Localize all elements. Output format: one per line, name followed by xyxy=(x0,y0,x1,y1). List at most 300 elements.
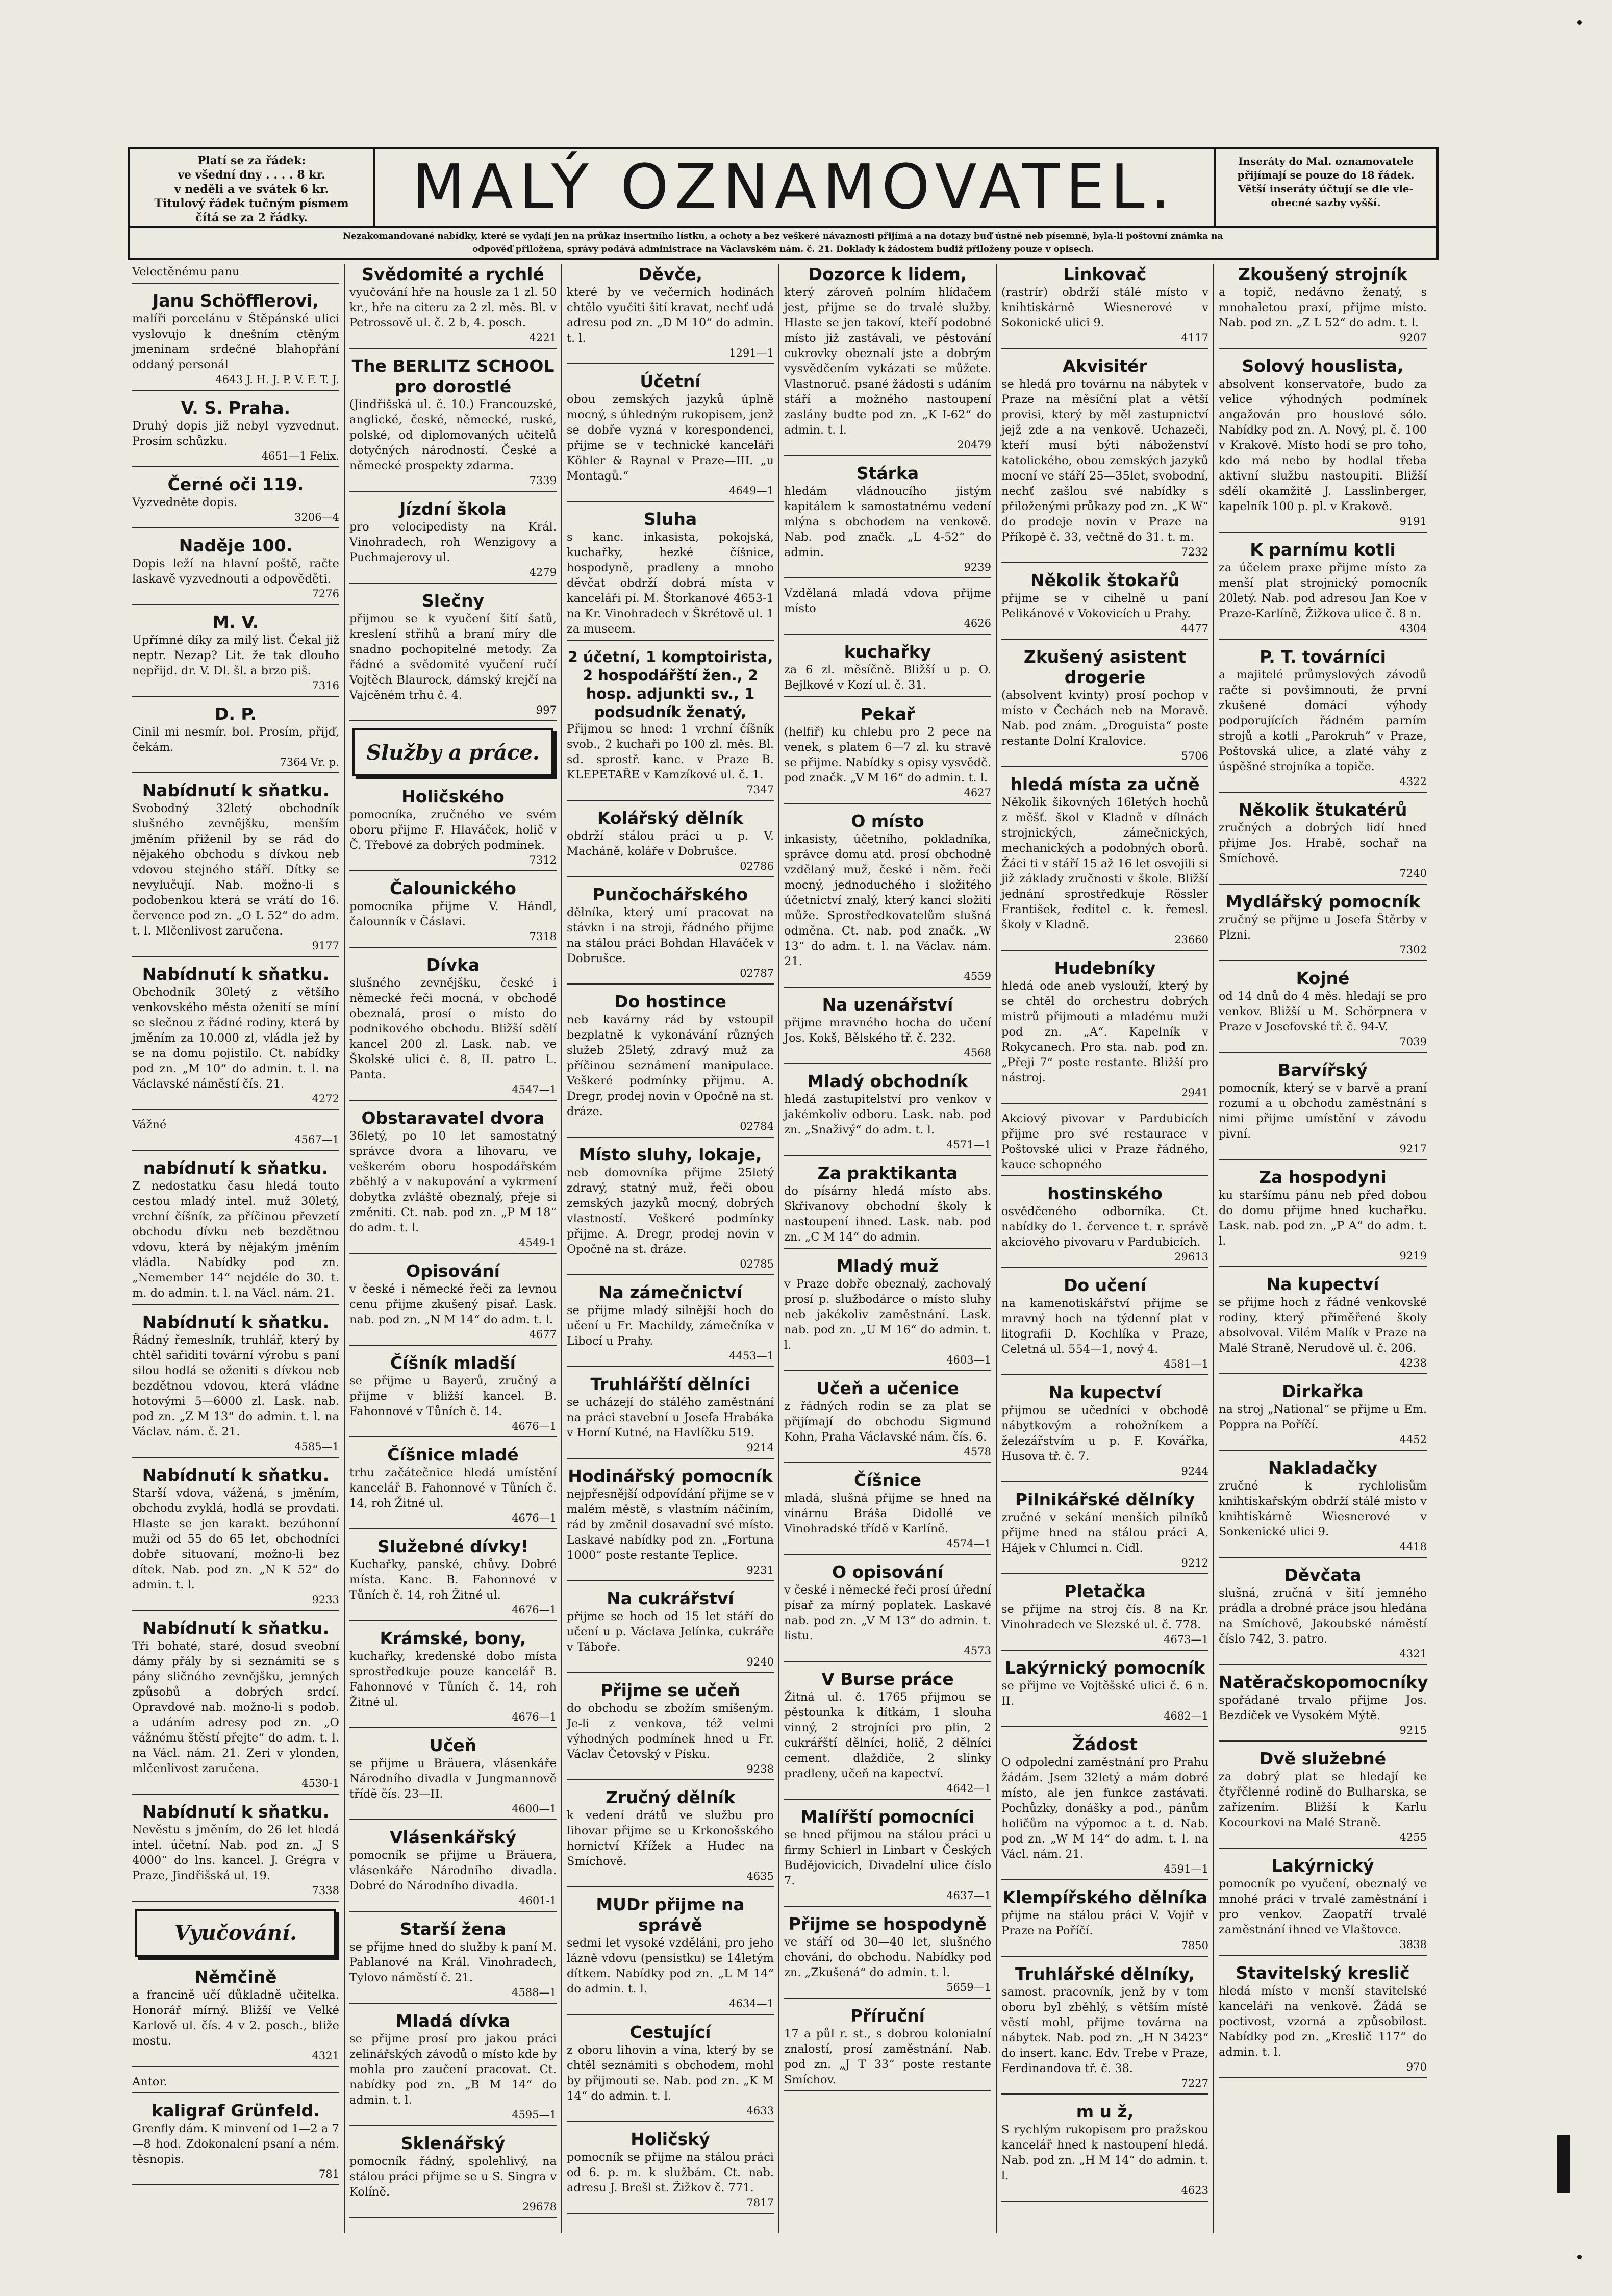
ad-heading: Zkoušený strojník xyxy=(1238,264,1408,284)
ad-text: Dopis leží na hlavní poště, račte laskavě vyzvednouti a odpověděti. xyxy=(132,557,339,586)
ad-heading: Starší žena xyxy=(400,1919,506,1939)
classified-ad xyxy=(567,1466,774,1581)
ad-heading: 2 účetní, 1 komptoirista, 2 hospodářští žen., 2 hosp. adjunkti sv., 1 podsudník ženatý, xyxy=(567,648,773,721)
ad-text: pomocník po vyučení, obeznalý ve mnohé práci v trvalé zaměstnání i pro venkov. Zaopatří trvalé zaměstnání ihned ve Vlaštovce. xyxy=(1219,1877,1427,1936)
ad-heading: Děvče, xyxy=(638,264,702,284)
ad-heading: Mladý muž xyxy=(836,1256,939,1276)
ad-number: 4452 xyxy=(1399,1433,1427,1446)
ad-heading: Němčině xyxy=(194,1967,277,1987)
ad-text: malíři porcelánu v Štěpánské ulici vyslovujo k dnešním ctěným jmeninam srdečné blahopřání oddaný personál xyxy=(132,312,339,371)
ad-heading: Slečny xyxy=(421,591,485,611)
classified-ad xyxy=(349,356,557,492)
classified-ad xyxy=(784,642,991,697)
ad-text: 36letý, po 10 let samostatný správce dvora a lihovaru, ve veškerém oboru hospodářském zběhlý a v nakupování a vykrmení dobytka zvláště obeznalý, přeje si změniti. Ct. nab. pod zn. „P M 18“ do adm. t. l. xyxy=(349,1129,557,1234)
ad-number: 23660 xyxy=(1174,933,1208,946)
ad-text: sedmi let vysoké vzděláni, pro jeho lázně vdovu (pensistku) se 14letým dítkem. Nabídky pod zn. „L M 14“ do admin. t. l. xyxy=(567,1936,774,1996)
ad-number: 4418 xyxy=(1399,1541,1427,1553)
ad-text: se přijme u Bräuera, vlásenkáře Národního divadla v Jungmannově třídě čís. 23—II. xyxy=(349,1757,557,1801)
ad-divider xyxy=(1219,1848,1427,1849)
ad-heading: Lakýrnický xyxy=(1271,1856,1374,1876)
classified-ad xyxy=(349,1536,557,1621)
classified-ad xyxy=(132,1802,339,1902)
classified-ad xyxy=(1001,1490,1208,1574)
ad-heading: Janu Schöfflerovi, xyxy=(152,291,319,311)
ad-number: 7817 xyxy=(746,2197,774,2209)
ad-heading: Učeň xyxy=(429,1735,477,1755)
ad-divider xyxy=(349,1819,557,1820)
ad-divider xyxy=(349,1620,557,1621)
ad-heading: Na kupectví xyxy=(1048,1382,1162,1402)
ad-heading: Linkovač xyxy=(1063,264,1147,284)
ad-number: 9214 xyxy=(746,1442,774,1454)
classified-ad xyxy=(567,1895,774,2015)
ad-heading: Na kupectví xyxy=(1266,1274,1379,1294)
ad-heading: Do hostince xyxy=(614,992,726,1012)
ad-text: od 14 dnů do 4 měs. hledají se pro venkov. Bližší u M. Schörpnera v Praze v Josefovské tř. č. 94-V. xyxy=(1219,990,1427,1033)
ad-number: 4573 xyxy=(964,1645,991,1657)
ad-heading: Učeň a učenice xyxy=(816,1378,959,1398)
ad-number: 7227 xyxy=(1181,2077,1208,2089)
ad-divider xyxy=(1001,1879,1208,1880)
ad-number: 02787 xyxy=(740,967,774,979)
classified-ad xyxy=(784,1071,991,1156)
notice-line: odpověď přiložena, správy podává administrace na Václavském nám. č. 21. Doklady k žádostem budiž přiloženy pouze v opisech. xyxy=(472,244,1094,255)
ad-heading: Číšnice xyxy=(854,1470,921,1490)
ad-text: se ucházejí do stálého zaměstnání na práci stavební u Josefa Hrabáka v Horní Kutné, na Havlíčku 519. xyxy=(567,1396,774,1440)
ad-number: 4304 xyxy=(1399,622,1427,635)
ad-divider xyxy=(349,1100,557,1101)
ad-divider xyxy=(1001,1650,1208,1651)
ad-heading: kaligraf Grünfeld. xyxy=(152,2101,320,2121)
ad-number: 9212 xyxy=(1181,1557,1208,1569)
ad-number: 9238 xyxy=(746,1763,774,1775)
ad-number: 4682—1 xyxy=(1164,1710,1208,1722)
ad-text: k vedení drátů ve službu pro lihovar přijme se u Krkonošského hornictví Křížek a Hudec na Smíchově. xyxy=(567,1809,774,1868)
ad-text: vyučování hře na housle za 1 zl. 50 kr., hře na citeru za 2 zl. měs. Bl. v Petrossově ul. č. 2 b, 4. posch. xyxy=(349,286,557,330)
ad-heading: Truhlářští dělníci xyxy=(590,1374,750,1394)
ad-number: 9219 xyxy=(1399,1250,1427,1262)
ad-text: pomocník se přijme na stálou práci od 6. p. m. k službám. Ct. nab. adresu J. Brešl st. Žižkov č. 771. xyxy=(567,2151,774,2194)
ad-number: 7302 xyxy=(1399,944,1427,956)
ad-number: 7232 xyxy=(1181,546,1208,558)
ad-number: 4272 xyxy=(312,1093,339,1105)
ad-text: Tři bohaté, staré, dosud sveobní dámy přály by si seznámiti se s pány sličného zevnějšku, jemných způsobů a dobrých srdcí. Opravdové nab. možno-li s podob. a udáním adresy pod zn. „O vážnému štěstí přejte“ do adm. t. l. na Václ. nám. 21. Zeri v ylonden, mlčenlivost zaručena. xyxy=(132,1639,339,1775)
classified-ad xyxy=(349,787,557,871)
ad-text: který zároveň polním hlídačem jest, přijme se do trvalé služby. Hlaste se jen takoví, kteří podobné místo již zastávali, ve pěstování cukrovky obeznalí jste a dobrým vysvědčením vykázati se můžete. Vlastnoruč. psané žádosti s udáním stáří a možného nastoupení zaslány budte pod zn. „K I-62“ do admin. t. l. xyxy=(784,286,991,437)
ad-number: 4567—1 xyxy=(294,1133,339,1146)
ad-divider xyxy=(349,1345,557,1346)
ad-number: 2941 xyxy=(1181,1087,1208,1099)
ad-text: a francině učí důkladně učitelka. Honorář mírný. Bližší ve Velké Karlově ul. čís. 4 v 2. posch., bliže mostu. xyxy=(132,1988,339,2048)
ad-divider xyxy=(567,1137,774,1138)
price-line: ve všední dny . . . . 8 kr. xyxy=(178,168,325,182)
ad-divider xyxy=(784,1462,991,1463)
ad-divider xyxy=(784,1998,991,1999)
classified-ad xyxy=(784,704,991,804)
ad-number: 4642—1 xyxy=(946,1782,991,1795)
ad-heading: Vlásenkářský xyxy=(389,1827,517,1847)
ad-divider xyxy=(1219,532,1427,533)
ad-number: 02784 xyxy=(740,1120,774,1132)
ad-divider xyxy=(1219,1373,1427,1374)
ad-number: 29613 xyxy=(1174,1251,1208,1263)
ad-text: O odpolední zaměstnání pro Prahu žádám. Jsem 32letý a mám dobré místo, ale jen funkce zastávati. Pochůzky, donášky a pod., pánům holičům na výpomoc a t. d. Nab. pod zn. „W M 14“ do adm. t. l. na Václ. nám. 21. xyxy=(1001,1756,1208,1861)
ad-number: 4677 xyxy=(529,1328,557,1341)
ad-divider xyxy=(1219,792,1427,793)
classified-ad xyxy=(132,964,339,1110)
ad-number: 7240 xyxy=(1399,867,1427,879)
ad-text: za účelem praxe přijme místo za menší plat strojnický pomocník 20letý. Nab. pod adresou Jan Koe v Praze-Karlíně, Žižkova ulice č. 8 n. xyxy=(1219,561,1427,620)
ad-divider xyxy=(349,583,557,584)
ad-text: se přijme hned do služby k paní M. Pablanové na Král. Vinohradech, Tylovo náměstí č. 21. xyxy=(349,1940,557,1984)
ad-number: 4238 xyxy=(1399,1357,1427,1369)
ad-divider xyxy=(349,2003,557,2004)
ad-heading: Dívka xyxy=(426,955,480,975)
ad-heading: Mladý obchodník xyxy=(807,1071,968,1091)
ad-column xyxy=(997,264,1214,2233)
ad-heading: Malířští pomocníci xyxy=(800,1807,975,1827)
ad-divider xyxy=(1001,1374,1208,1375)
ad-text: přijme se v cihelně u paní Pelikánové v Vokovicích u Prahy. xyxy=(1001,592,1208,620)
ad-text: Grenfly dám. K minvení od 1—2 a 7—8 hod. Zdokonalení psaní a ném. těsnopis. xyxy=(132,2122,339,2166)
ad-heading: Holičského xyxy=(401,787,505,806)
ad-number: 4221 xyxy=(529,332,557,344)
ad-divider xyxy=(1001,2093,1208,2095)
ad-divider xyxy=(349,947,557,948)
ad-divider xyxy=(349,1436,557,1437)
ad-text: Několik šikovných 16letých hochů z měšť. škol v Kladně v dílnách strojnických, zámečnických, mechanických a podobných oborů. Žáci ti v stáří 15 až 16 let osvojili si již základy zručnosti v škole. Bližší jednání sprostředkuje Rössler František, ředitel c. k. řemesl. školy v Kladně. xyxy=(1001,796,1208,931)
ad-column xyxy=(779,264,997,2233)
ad-heading: Za praktikanta xyxy=(817,1163,958,1183)
ad-heading: m u ž, xyxy=(1076,2102,1134,2122)
classified-ad xyxy=(784,811,991,988)
ad-divider xyxy=(349,720,557,721)
ad-text: pro velocipedisty na Král. Vinohradech, roh Wenzigovy a Puchmajerovy ul. xyxy=(349,520,557,564)
ad-heading: O opisování xyxy=(832,1562,944,1582)
ad-divider xyxy=(1219,960,1427,961)
ad-number: 9244 xyxy=(1181,1465,1208,1477)
ad-divider xyxy=(132,696,339,697)
ad-heading: Nabídnutí k sňatku. xyxy=(142,1618,330,1638)
ad-heading: Holičský xyxy=(631,2129,710,2149)
ad-divider xyxy=(1001,1103,1208,1104)
classified-ad xyxy=(567,264,774,364)
ad-heading: MUDr přijme na správě xyxy=(596,1895,745,1935)
ad-number: 7276 xyxy=(312,588,339,600)
classified-ad xyxy=(349,878,557,948)
ad-number: 7347 xyxy=(746,784,774,796)
ad-text: samost. pracovník, jenž by v tom oboru byl zběhlý, s větším místě věstí mohl, přijme továrna na nábytek. Nab. pod zn. „H N 3423“ do insert. kanc. Edv. Trebe v Praze, Ferdinandova tř. č. 38. xyxy=(1001,1985,1208,2075)
ad-text: přijme na stálou práci V. Vojíř v Praze na Poříčí. xyxy=(1001,1909,1208,1937)
ad-divider xyxy=(132,1150,339,1151)
ad-divider xyxy=(567,876,774,877)
classified-ad xyxy=(1219,647,1427,793)
ad-heading: Hodinářský pomocník xyxy=(568,1466,773,1486)
ad-heading: Do učení xyxy=(1064,1275,1146,1295)
ad-heading: D. P. xyxy=(214,704,257,724)
ad-divider xyxy=(132,1304,339,1305)
classified-ad xyxy=(132,2074,339,2093)
ad-heading: Svědomité a rychlé xyxy=(362,264,544,284)
ad-heading: Barvířský xyxy=(1278,1060,1368,1080)
ad-number: 781 xyxy=(318,2168,339,2180)
classified-ad xyxy=(132,398,339,467)
ad-text: zručný se přijme u Josefa Štěrby v Plzni. xyxy=(1219,913,1427,942)
ad-number: 20479 xyxy=(957,439,991,451)
classified-ad xyxy=(567,2022,774,2122)
ad-number: 4601-1 xyxy=(519,1895,557,1907)
ad-text: trhu začátečnice hledá umístění kancelář B. Fahonnové v Tůních č. 14, roh Žitné ul. xyxy=(349,1466,557,1510)
masthead-price-box xyxy=(130,149,375,226)
classified-ad xyxy=(1001,1111,1208,1176)
ad-heading: Zkušený asistent drogerie xyxy=(1023,647,1187,687)
ad-number: 9233 xyxy=(312,1594,339,1606)
ad-column xyxy=(562,264,779,2233)
ad-text: slušná, zručná v šití jemného prádla a drobné práce jsou hledána na Smíchově, Jakoubské náměstí číslo 742, 3. patro. xyxy=(1219,1586,1427,1646)
ad-text: pomocníka přijme V. Hándl, čalounník v Čáslavi. xyxy=(349,900,557,928)
ad-divider xyxy=(1001,1175,1208,1176)
ad-number: 4279 xyxy=(529,566,557,578)
ad-heading: K parnímu kotli xyxy=(1250,540,1396,560)
classified-ad xyxy=(349,1261,557,1346)
ad-heading: Jízdní škola xyxy=(399,499,507,519)
classified-ad xyxy=(1001,1183,1208,1268)
ad-number: 4568 xyxy=(964,1047,991,1059)
ad-divider xyxy=(567,1779,774,1780)
ad-text: v české i německé řeči za levnou cenu přijme zkušený písař. Lask. nab. pod zn. „N M 14“ do adm. t. l. xyxy=(349,1282,557,1326)
ad-divider xyxy=(567,1366,774,1367)
ad-text: Akciový pivovar v Pardubicích přijme pro své restaurace v Poštovské ulici v Praze řádného, kauce schopného xyxy=(1001,1112,1208,1171)
classified-ad xyxy=(132,264,339,284)
ad-divider xyxy=(567,2121,774,2122)
ad-text: hledám vládnoucího jistým kapitálem k samostatnému vedení mlýna s obchodem na venkově. Nab. pod značk. „L 4-52“ do admin. xyxy=(784,485,991,559)
ad-number: 4627 xyxy=(964,787,991,799)
ad-heading: Nabídnutí k sňatku. xyxy=(142,780,330,800)
ad-number: 4676—1 xyxy=(512,1420,557,1432)
classified-ad xyxy=(1001,1734,1208,1880)
ad-number: 4549-1 xyxy=(519,1237,557,1249)
ad-divider xyxy=(1001,562,1208,563)
ad-number: 5706 xyxy=(1181,750,1208,762)
ad-text: dělníka, který umí pracovat na stávkn i na stroji, řádného přijme na stálou práci Bohdan Hlaváček v Dobrušce. xyxy=(567,906,774,965)
classified-ad xyxy=(349,955,557,1101)
ad-text: Cinil mi nesmír. bol. Prosím, přijď, čekám. xyxy=(132,725,339,754)
ad-heading: Klempířského dělníka xyxy=(1002,1887,1207,1907)
classified-ad xyxy=(132,1158,339,1305)
ad-divider xyxy=(132,772,339,773)
ad-divider xyxy=(132,527,339,528)
ad-divider xyxy=(349,1727,557,1728)
ad-text: neb kavárny rád by vstoupil bezplatně k vykonávání různých služeb 25letý, zdravý muž za příčinou seznámení manipulace. Veškeré podmínky přijmu. A. Dregr, prodej novin v Opočně na st. dráze. xyxy=(567,1013,774,1118)
ad-number: 4626 xyxy=(964,617,991,629)
ad-text: se přijme ve Vojtěšské ulici č. 6 n. II. xyxy=(1001,1679,1208,1708)
masthead-notice xyxy=(130,226,1436,258)
ad-number: 4547—1 xyxy=(512,1083,557,1096)
classified-ad xyxy=(567,885,774,985)
classified-ad xyxy=(784,463,991,578)
ad-number: 9177 xyxy=(312,940,339,952)
classified-ad xyxy=(1219,1274,1427,1374)
ad-divider xyxy=(567,2014,774,2015)
ad-text: do obchodu se zbožím smíšeným. Je-li z venkova, též velmi výhodných podmínek hned u Fr. Václav Četovský v Písku. xyxy=(567,1702,774,1761)
classified-ad xyxy=(1001,356,1208,563)
ad-number: 9240 xyxy=(746,1656,774,1668)
ad-text: se hledá pro továrnu na nábytek v Praze na měsíční plat a větší provisi, který by měl zastupnictví jejž zde a na venkově. Uchazeči, kteří musí býti náboženství katolického, obou zemských jazyků mocní ve stáří 25—35let, svobodní, nechť zašlou své nabídky s přiloženými průkazy pod zn. „K W“ do prodeje novin v Praze na Příkopě č. 33, večtně do 31. t. m. xyxy=(1001,377,1208,544)
ad-text: z řádných rodin se za plat se přijímají do obchodu Sigmund Kohn, Praha Václavské nám. čís. 6. xyxy=(784,1400,991,1444)
ad-heading: V Burse práce xyxy=(821,1669,954,1689)
ad-text: přijmou se učedníci v obchodě nábytkovým a rohožníkem a železářstvím u p. F. Kovářka, Husova tř. č. 7. xyxy=(1001,1404,1208,1463)
ad-divider xyxy=(567,1672,774,1673)
ad-number: 9191 xyxy=(1399,515,1427,527)
ad-heading: hostinského xyxy=(1047,1183,1163,1203)
ad-number: 4676—1 xyxy=(512,1512,557,1524)
ad-number: 4453—1 xyxy=(729,1350,774,1362)
ad-number: 4623 xyxy=(1181,2184,1208,2197)
classified-ad xyxy=(1219,1060,1427,1160)
ad-heading: Za hospodyni xyxy=(1259,1167,1387,1187)
ad-heading: Truhlářské dělníky, xyxy=(1015,1964,1195,1984)
ad-text: ku staršímu pánu neb před dobou do domu přijme hned kuchařku. Lask. nab. pod zn. „P A“ do adm. t. l. xyxy=(1219,1189,1427,1248)
classified-ad xyxy=(567,1787,774,1887)
ad-heading: Lakýrnický pomocník xyxy=(1004,1658,1205,1678)
ad-heading: Dvě služebné xyxy=(1259,1749,1387,1769)
price-line: Titulový řádek tučným písmem xyxy=(154,197,349,210)
ad-divider xyxy=(784,577,991,578)
ad-heading: Obstaravatel dvora xyxy=(361,1108,545,1128)
ad-heading: Číšník mladší xyxy=(390,1353,516,1373)
ad-heading: Nabídnutí k sňatku. xyxy=(142,1802,330,1822)
ad-heading: Číšnice mladé xyxy=(387,1445,519,1465)
classified-ad xyxy=(349,1827,557,1912)
ad-divider xyxy=(349,2125,557,2126)
classified-ad xyxy=(349,1445,557,1529)
ad-number: 7364 Vr. p. xyxy=(280,756,339,768)
classified-ad xyxy=(349,264,557,349)
classified-ad xyxy=(1001,264,1208,349)
ad-divider xyxy=(349,1911,557,1912)
ad-heading: nabídnutí k sňatku. xyxy=(143,1158,329,1178)
ad-heading: Cestující xyxy=(629,2022,711,2042)
ad-divider xyxy=(784,1248,991,1249)
classified-ad xyxy=(567,808,774,877)
ad-text: Žitná ul. č. 1765 přijmou se pěstounka k dítkám, 1 slouha vinný, 2 strojníci pro plin, 2 cukrářští dělníci, holič, 2 dělníci cement. dlaždiče, 2 slinky pradleny, učeň na kapectví. xyxy=(784,1691,991,1780)
ad-number: 970 xyxy=(1406,2061,1427,2073)
ad-text: obou zemských jazyků úplně mocný, s úhledným rukopisem, jenž se dobře vyzná v korespondenci, přijme se v technické kanceláři Köhler & Raynal v Praze—III. „u Montagů.“ xyxy=(567,393,774,483)
classified-ad xyxy=(132,536,339,605)
ad-divider xyxy=(132,1901,339,1902)
ad-heading: Hudebníky xyxy=(1054,958,1156,978)
classified-ad xyxy=(349,499,557,584)
classified-ad xyxy=(567,1680,774,1780)
ad-heading: Na uzenářství xyxy=(822,995,953,1015)
ad-divider xyxy=(1001,639,1208,640)
ad-columns xyxy=(128,264,1433,2233)
ad-number: 4634—1 xyxy=(729,1998,774,2010)
ad-number: 4676—1 xyxy=(512,1604,557,1616)
ad-text: a topič, nedávno ženatý, s mnohaletou praxí, přijme místo. Nab. pod zn. „Z L 52“ do adm. t. l. xyxy=(1219,286,1427,330)
ad-divider xyxy=(784,987,991,988)
ad-text: osvědčeného odborníka. Ct. nabídky do 1. července t. r. správě akciového pivovaru v Pardubicích. xyxy=(1001,1205,1208,1249)
ad-number: 997 xyxy=(536,704,557,716)
ad-text: Řádný řemeslník, truhlář, který by chtěl sařiditi tovární výrobu s paní silou hodlá se oženiti s dívkou neb bezdětnou vdovou, která vládne hotovými 5—6000 zl. Lask. nab. pod zn. „Z M 13“ do admin. t. l. na Václav. nám. č. 21. xyxy=(132,1333,339,1439)
ad-heading: V. S. Praha. xyxy=(181,398,291,418)
ad-text: pomocník řádný, spolehlivý, na stálou práci přijme se u S. Singra v Kolíně. xyxy=(349,2155,557,2199)
ad-number: 4591—1 xyxy=(1164,1863,1208,1875)
ad-text: 17 a půl r. st., s dobrou kolonialní znalostí, prosí zaměstnání. Nab. pod zn. „J T 33“ poste restante Smíchov. xyxy=(784,2027,991,2086)
ad-number: 9231 xyxy=(746,1564,774,1576)
ad-heading: Mladá dívka xyxy=(395,2011,511,2031)
ad-divider xyxy=(132,2092,339,2093)
ad-number: 4673—1 xyxy=(1164,1633,1208,1646)
ad-text: z oboru lihovin a vína, který by se chtěl seznámiti s obchodem, mohl by přijmouti se. Nab. pod zn. „K M 14“ do admin. t. l. xyxy=(567,2043,774,2103)
ad-number: 4676—1 xyxy=(512,1711,557,1723)
ad-divider xyxy=(1219,1450,1427,1451)
ad-text: se přijme u Bayerů, zručný a přijme v bližší kancel. B. Fahonnové v Tůních č. 14. xyxy=(349,1374,557,1418)
ad-divider xyxy=(567,1274,774,1275)
ad-text: S rychlým rukopisem pro pražskou kancelář hned k nastoupení hledá. Nab. pod zn. „H M 14“ do admin. t. l. xyxy=(1001,2123,1208,2182)
insertion-line: přijímají se pouze do 18 řádek. xyxy=(1237,169,1415,181)
classified-ad xyxy=(349,1353,557,1437)
classified-ad xyxy=(132,1618,339,1795)
ad-heading: Kolářský dělník xyxy=(597,808,744,828)
classified-ad xyxy=(349,1919,557,2004)
ad-heading: Přijme se učeň xyxy=(600,1680,740,1700)
ad-text: mladá, slušná přijme se hned na vinárnu Bráša Didollé ve Vinohradské třídě v Karlíně. xyxy=(784,1492,991,1535)
ad-text: Vážné xyxy=(132,1118,167,1131)
ad-number: 4530-1 xyxy=(301,1777,339,1789)
classified-ad xyxy=(1001,958,1208,1104)
ad-divider xyxy=(1219,348,1427,349)
ad-number: 9215 xyxy=(1399,1724,1427,1736)
ad-heading: Pilnikářské dělníky xyxy=(1015,1490,1195,1509)
ad-heading: Na zámečnictví xyxy=(598,1282,743,1302)
ad-heading: Přijme se hospodyně xyxy=(789,1914,987,1934)
ad-text: hledá zastupitelství pro venkov v jakémkoliv odboru. Lask. nab. pod zn. „Snaživý“ do adm. t. l. xyxy=(784,1093,991,1137)
ad-text: Velectěnému panu xyxy=(132,265,240,279)
classified-ad xyxy=(567,509,774,641)
ad-text: za 6 zl. měsíčně. Bližší u p. O. Bejlkové v Kozí ul. č. 31. xyxy=(784,663,991,692)
ad-divider xyxy=(567,2213,774,2214)
ad-divider xyxy=(784,1063,991,1064)
classified-ad xyxy=(132,474,339,528)
insertion-line: Inseráty do Mal. oznamovatele xyxy=(1238,155,1414,167)
classified-ad xyxy=(132,704,339,773)
page-title: MALÝ OZNAMOVATEL. xyxy=(412,152,1176,223)
ad-text: Upřímné díky za milý list. Čekal již neptr. Nezap? Lit. že tak dlouho nepřijd. dr. V. Dl. šl. a brzo piš. xyxy=(132,634,339,677)
classified-ad xyxy=(1219,892,1427,961)
ad-divider xyxy=(1001,1267,1208,1268)
ad-heading: Pletačka xyxy=(1064,1581,1146,1601)
ad-heading: Sluha xyxy=(643,509,697,529)
ad-divider xyxy=(1219,884,1427,885)
ad-divider xyxy=(784,803,991,804)
classified-ad xyxy=(1219,1565,1427,1665)
ad-number: 7312 xyxy=(529,854,557,866)
ad-text: obdrží stálou práci u p. V. Macháně, koláře v Dobrušce. xyxy=(567,829,774,858)
classified-ad xyxy=(1001,1275,1208,1375)
ad-column xyxy=(1214,264,1431,2233)
classified-ad xyxy=(349,591,557,721)
classified-ad xyxy=(784,1256,991,1371)
print-mark xyxy=(1577,20,1582,25)
ad-number: 4600—1 xyxy=(512,1803,557,1815)
ad-number: 4637—1 xyxy=(946,1889,991,1902)
notice-line: Nezakomandované nabídky, které se vydají jen na průkaz insertního lístku, a ochoty a bez veškeré návaznosti přijímá a na dotazy buď ústně neb písemně, byla-li poštovní známka na xyxy=(343,231,1223,241)
ad-number: 4578 xyxy=(964,1446,991,1458)
ad-divider xyxy=(567,1580,774,1581)
classified-ad xyxy=(567,1145,774,1275)
classified-ad xyxy=(1219,1458,1427,1558)
